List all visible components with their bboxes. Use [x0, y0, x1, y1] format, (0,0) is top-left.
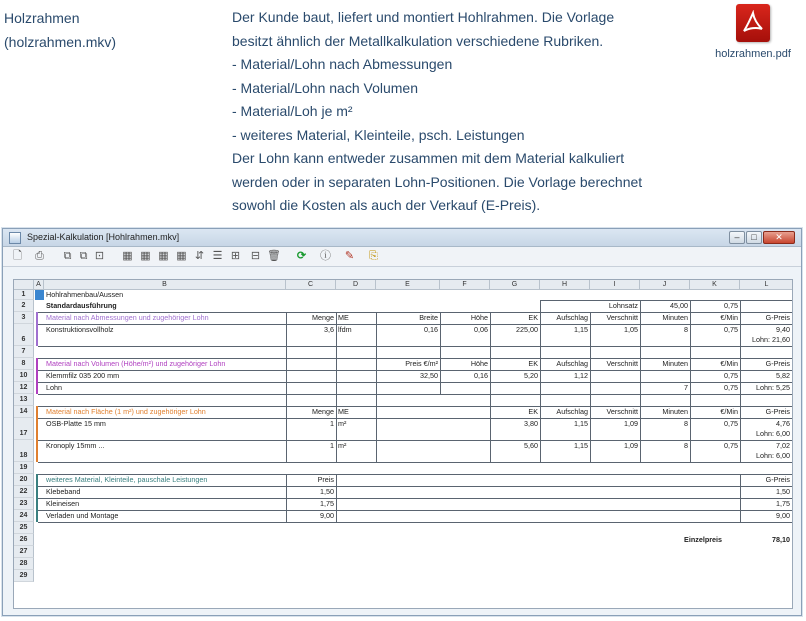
cell-d6[interactable]: lfdm [338, 325, 352, 334]
cell-l22[interactable]: 1,50 [776, 487, 790, 496]
cell-l17[interactable]: 4,76 [776, 419, 790, 428]
cell-b10[interactable]: Klemmfilz 035 200 mm [46, 371, 120, 380]
new-icon[interactable]: 🗋 [13, 250, 22, 262]
table-border [740, 474, 741, 522]
pdf-file-icon[interactable] [736, 4, 770, 42]
table-border [640, 300, 641, 462]
cell-f6[interactable]: 0,06 [474, 325, 488, 334]
cell-h10[interactable]: 1,12 [574, 371, 588, 380]
cell-h17[interactable]: 1,15 [574, 419, 588, 428]
cell-k6[interactable]: 0,75 [724, 325, 738, 334]
delete-icon[interactable]: ⊟ [250, 250, 261, 262]
cell-k12[interactable]: 0,75 [724, 383, 738, 392]
cell-g6[interactable]: 225,00 [516, 325, 538, 334]
cell-i2[interactable]: Lohnsatz [608, 301, 638, 310]
cell-c14[interactable]: Menge [312, 407, 334, 416]
grid-icon[interactable]: ▦ [122, 250, 133, 262]
template-title: Holzrahmen [4, 10, 80, 26]
row-header[interactable]: 27 [14, 546, 34, 558]
cell-h8[interactable]: Aufschlag [556, 359, 588, 368]
cell-l8[interactable]: G-Preis [765, 359, 790, 368]
row-header[interactable]: 6 [14, 324, 34, 346]
cell-j3[interactable]: Minuten [662, 313, 688, 322]
row-header[interactable]: 12 [14, 382, 34, 394]
pdf-link[interactable]: holzrahmen.pdf [715, 48, 791, 60]
table-border [38, 522, 793, 523]
table-border [286, 474, 287, 522]
preview-icon[interactable]: ⊡ [94, 250, 105, 262]
desc-line-5: - Material/Loh je m² [232, 103, 353, 119]
cell-g18[interactable]: 5,60 [524, 441, 538, 450]
cell-d3[interactable]: ME [338, 313, 349, 322]
cell-c20[interactable]: Preis [317, 475, 334, 484]
table-border [286, 312, 287, 462]
pdf-download[interactable] [708, 4, 798, 60]
close-button[interactable]: ✕ [763, 231, 795, 244]
row-header[interactable]: 28 [14, 558, 34, 570]
row-header[interactable]: 25 [14, 522, 34, 534]
cell-b6[interactable]: Konstruktionsvollholz [46, 325, 114, 334]
cell-b18[interactable]: Kronoply 15mm ... [46, 441, 105, 450]
column-header-i[interactable]: I [590, 280, 640, 290]
app-icon [9, 232, 21, 244]
cell-c22[interactable]: 1,50 [320, 487, 334, 496]
align-icon[interactable]: ☰ [212, 250, 223, 262]
cell-b12[interactable]: Lohn [46, 383, 62, 392]
row-header[interactable]: 17 [14, 418, 34, 440]
column-header-k[interactable]: K [690, 280, 740, 290]
cell-j17[interactable]: 8 [684, 419, 688, 428]
cell-l18-lohn[interactable]: Lohn: 6,00 [756, 451, 790, 460]
desc-line-4: - Material/Lohn nach Volumen [232, 79, 418, 96]
cell-l23[interactable]: 1,75 [776, 499, 790, 508]
row-header[interactable]: 22 [14, 486, 34, 498]
cell-i6[interactable]: 1,05 [624, 325, 638, 334]
table-border [38, 474, 793, 475]
spreadsheet-grid [13, 279, 793, 609]
cell-j8[interactable]: Minuten [662, 359, 688, 368]
cell-b22[interactable]: Klebeband [46, 487, 81, 496]
cell-g14[interactable]: EK [528, 407, 538, 416]
table-border [336, 474, 337, 522]
cell-l12[interactable]: Lohn: 5,25 [756, 383, 790, 392]
cell-b2[interactable]: Standardausführung [46, 301, 117, 310]
window-titlebar [3, 229, 801, 247]
grid4-icon[interactable]: ▦ [176, 250, 187, 262]
column-header-c[interactable]: C [286, 280, 336, 290]
column-header-d[interactable]: D [336, 280, 376, 290]
row-header[interactable]: 13 [14, 394, 34, 406]
cell-f3[interactable]: Höhe [470, 313, 488, 322]
cell-e6[interactable]: 0,16 [424, 325, 438, 334]
row-header[interactable]: 14 [14, 406, 34, 418]
cell-e8[interactable]: Preis €/m² [405, 359, 438, 368]
selected-cell-a1[interactable] [35, 290, 44, 300]
cell-k8[interactable]: €/Min [720, 359, 738, 368]
sort-icon[interactable]: ⇵ [194, 250, 205, 262]
table-border [38, 418, 793, 419]
column-header-e[interactable]: E [376, 280, 440, 290]
column-header-a[interactable]: A [34, 280, 44, 290]
cell-l6-lohn[interactable]: Lohn: 21,60 [752, 335, 790, 344]
table-border [38, 346, 793, 347]
grid3-icon[interactable]: ▦ [158, 250, 169, 262]
cell-l26[interactable]: 78,10 [772, 535, 790, 544]
row-header[interactable]: 29 [14, 570, 34, 582]
desc-line-3: - Material/Lohn nach Abmessungen [232, 56, 453, 72]
row-header[interactable]: 23 [14, 498, 34, 510]
column-header-g[interactable]: G [490, 280, 540, 290]
cell-l17-lohn[interactable]: Lohn: 6,00 [756, 429, 790, 438]
corner-cell[interactable] [14, 280, 34, 290]
table-border [336, 312, 337, 462]
table-border [38, 486, 793, 487]
info-icon[interactable]: ⓘ [320, 250, 331, 262]
cell-d14[interactable]: ME [338, 407, 349, 416]
template-name [4, 6, 116, 54]
desc-line-2: besitzt ähnlich der Metallkalkulation verschiedene Rubriken. [232, 32, 604, 49]
row-header[interactable]: 1 [14, 290, 34, 300]
copy2-icon[interactable]: ⧉ [79, 250, 88, 262]
calculation-window [2, 228, 802, 616]
table-border [38, 406, 793, 407]
table-border [540, 300, 541, 462]
cell-l20[interactable]: G-Preis [765, 475, 790, 484]
cell-c18[interactable]: 1 [330, 441, 334, 450]
cell-b23[interactable]: Kleineisen [46, 499, 80, 508]
cell-g3[interactable]: EK [528, 313, 538, 322]
cell-j6[interactable]: 8 [684, 325, 688, 334]
template-file: (holzrahmen.mkv) [4, 34, 117, 50]
table-border [440, 312, 441, 394]
cell-k18[interactable]: 0,75 [724, 441, 738, 450]
cell-l14[interactable]: G-Preis [765, 407, 790, 416]
table-border [38, 510, 793, 511]
cell-g8[interactable]: EK [528, 359, 538, 368]
toolbar [3, 247, 801, 267]
cell-c6[interactable]: 3,6 [324, 325, 334, 334]
row-header[interactable]: 8 [14, 358, 34, 370]
table-border [38, 394, 793, 395]
column-header-f[interactable]: F [440, 280, 490, 290]
cell-d17[interactable]: m² [338, 419, 347, 428]
cell-k17[interactable]: 0,75 [724, 419, 738, 428]
row-header[interactable]: 20 [14, 474, 34, 486]
table-border [740, 300, 741, 462]
cell-f8[interactable]: Höhe [470, 359, 488, 368]
cell-j12[interactable]: 7 [684, 383, 688, 392]
column-header-b[interactable]: B [44, 280, 286, 290]
section-bar [36, 312, 38, 346]
row-header[interactable]: 3 [14, 312, 34, 324]
copy-icon[interactable]: ⧉ [63, 250, 72, 262]
cell-l10[interactable]: 5,82 [776, 371, 790, 380]
cell-b3[interactable]: Material nach Abmessungen und zugehöriger Lohn [46, 313, 209, 322]
row-header[interactable]: 2 [14, 300, 34, 312]
cell-l18[interactable]: 7,02 [776, 441, 790, 450]
cell-i3[interactable]: Verschnitt [606, 313, 638, 322]
cell-e3[interactable]: Breite [419, 313, 438, 322]
table-border [690, 300, 691, 462]
print-icon[interactable]: ⎙ [35, 250, 44, 262]
cell-d18[interactable]: m² [338, 441, 347, 450]
cell-h3[interactable]: Aufschlag [556, 313, 588, 322]
grid2-icon[interactable]: ▦ [140, 250, 151, 262]
cell-b1[interactable]: Hohlrahmenbau/Aussen [46, 290, 124, 299]
cell-e10[interactable]: 32,50 [420, 371, 438, 380]
table-border [38, 312, 793, 313]
cell-h6[interactable]: 1,15 [574, 325, 588, 334]
cell-i14[interactable]: Verschnitt [606, 407, 638, 416]
cell-g17[interactable]: 3,80 [524, 419, 538, 428]
cell-i8[interactable]: Verschnitt [606, 359, 638, 368]
cell-h14[interactable]: Aufschlag [556, 407, 588, 416]
cell-c3[interactable]: Menge [312, 313, 334, 322]
row-header[interactable]: 7 [14, 346, 34, 358]
refresh-icon[interactable]: ⟳ [296, 250, 307, 262]
table-border [376, 312, 377, 462]
tools-icon[interactable]: ✎ [344, 250, 355, 262]
cell-j2[interactable]: 45,00 [670, 301, 688, 310]
cell-j14[interactable]: Minuten [662, 407, 688, 416]
cell-k3[interactable]: €/Min [720, 313, 738, 322]
cell-k2[interactable]: 0,75 [724, 301, 738, 310]
window-title: Spezial-Kalkulation [Hohlrahmen.mkv] [27, 232, 180, 242]
table-border [38, 462, 793, 463]
column-header-j[interactable]: J [640, 280, 690, 290]
table-border [38, 370, 793, 371]
table-border [38, 324, 793, 325]
cell-i17[interactable]: 1,09 [624, 419, 638, 428]
table-border [590, 312, 591, 462]
table-border [38, 358, 793, 359]
table-border [490, 312, 491, 462]
table-border [38, 382, 793, 383]
desc-line-6: - weiteres Material, Kleinteile, psch. Leistungen [232, 126, 525, 143]
section-bar [36, 406, 38, 462]
desc-line-9: sowohl die Kosten als auch der Verkauf (E-Preis). [232, 197, 541, 213]
cell-b20[interactable]: weiteres Material, Kleinteile, pauschale Leistungen [46, 475, 208, 484]
cell-k10[interactable]: 0,75 [724, 371, 738, 380]
column-header-h[interactable]: H [540, 280, 590, 290]
cell-f10[interactable]: 0,16 [474, 371, 488, 380]
row-header[interactable]: 18 [14, 440, 34, 462]
row-header[interactable]: 19 [14, 462, 34, 474]
column-header-l[interactable]: L [740, 280, 793, 290]
section-bar [36, 358, 38, 394]
desc-line-1: Der Kunde baut, liefert und montiert Hohlrahmen. Die Vorlage [232, 9, 615, 25]
desc-line-7: Der Lohn kann entweder zusammen mit dem Material kalkuliert [232, 150, 625, 166]
template-description [232, 6, 687, 218]
cell-c17[interactable]: 1 [330, 419, 334, 428]
cell-c23[interactable]: 1,75 [320, 499, 334, 508]
cell-b17[interactable]: OSB-Platte 15 mm [46, 419, 106, 428]
row-header[interactable]: 26 [14, 534, 34, 546]
table-border [540, 300, 793, 301]
cell-l3[interactable]: G-Preis [765, 313, 790, 322]
cell-b8[interactable]: Material nach Volumen (Höhe/m²) und zugehöriger Lohn [46, 359, 226, 368]
cell-g10[interactable]: 5,20 [524, 371, 538, 380]
row-header[interactable]: 10 [14, 370, 34, 382]
cell-i18[interactable]: 1,09 [624, 441, 638, 450]
exit-icon[interactable]: ⎘ [369, 250, 378, 262]
cell-l24[interactable]: 9,00 [776, 511, 790, 520]
insert-icon[interactable]: ⊞ [230, 250, 241, 262]
cell-h18[interactable]: 1,15 [574, 441, 588, 450]
maximize-button[interactable]: □ [746, 231, 762, 244]
cell-c24[interactable]: 9,00 [320, 511, 334, 520]
desc-line-8: werden oder in separaten Lohn-Positionen. Die Vorlage berechnet [232, 173, 643, 190]
row-header[interactable]: 24 [14, 510, 34, 522]
cell-j26[interactable]: Einzelpreis [684, 535, 722, 544]
cell-k14[interactable]: €/Min [720, 407, 738, 416]
table-border [38, 440, 793, 441]
cell-j18[interactable]: 8 [684, 441, 688, 450]
cell-b24[interactable]: Verladen und Montage [46, 511, 119, 520]
minimize-button[interactable]: – [729, 231, 745, 244]
table-border [38, 498, 793, 499]
cell-b14[interactable]: Material nach Fläche (1 m²) und zugehöriger Lohn [46, 407, 206, 416]
trash-icon[interactable]: 🗑 [267, 250, 281, 262]
cell-l6[interactable]: 9,40 [776, 325, 790, 334]
